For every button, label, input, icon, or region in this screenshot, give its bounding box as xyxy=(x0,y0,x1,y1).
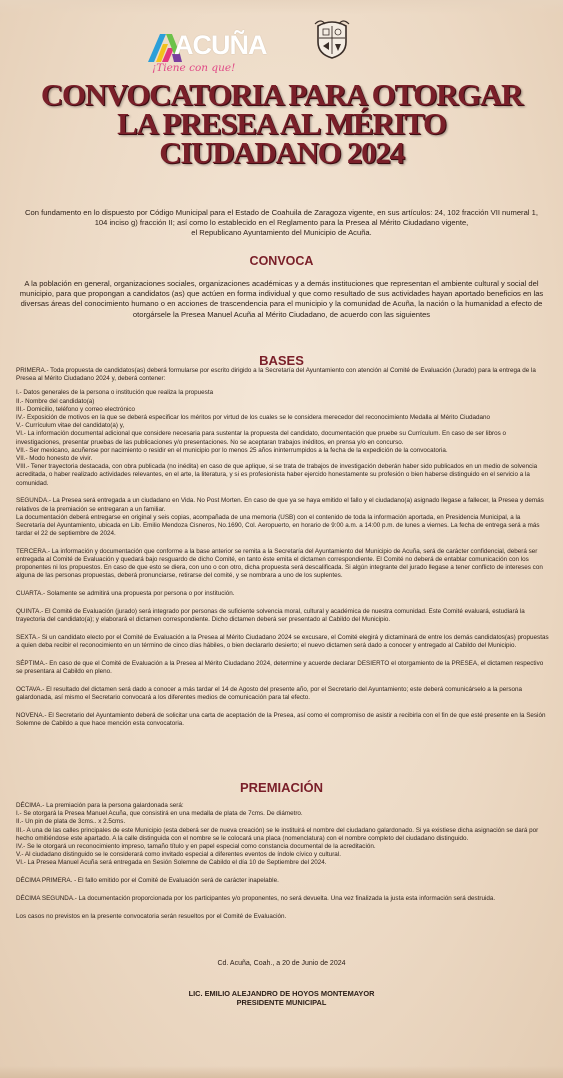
logo-wordmark: ACUÑA xyxy=(174,30,267,60)
base-segunda: SEGUNDA.- La Presea será entregada a un ciudadano en Vida. No Post Morten. En caso de que ya se haya emitido el fallo y el ciudadano(a) asignado llegase a fallecer, la Presea y demás relativos de la premiación se entregaran a un familiar. xyxy=(16,497,544,513)
base-novena: NOVENA.- El Secretario del Ayuntamiento deberá de solicitar una carta de aceptación de la Presea, así como el compromiso de asistir a recibirla con el fin de que esté presente en la Sesión Solemne de Cabildo a que hace mención esta convocatoria. xyxy=(16,711,546,727)
base-segunda-documentacion: La documentación deberá entregarse en original y seis copias, acompañada de una memoria (USB) con el contenido de toda la información aportada, en Presidencia Municipal, a la Secretaría del Ayuntamiento, ubicada en Lib. Emilio Mendoza Cisneros, No.1690, Col. Aeropuerto, en horario de 9:00 a.m. a 14:00 p.m. de lunes a viernes. La fecha de entrega será a más tardar el 22 de septiembre de 2024. xyxy=(16,513,540,538)
header xyxy=(0,16,563,76)
base-decima-primera: DÉCIMA PRIMERA. - El fallo emitido por el Comité de Evaluación será de carácter inapelable. xyxy=(16,877,279,885)
signature-block xyxy=(0,989,563,1007)
premiacion-section xyxy=(16,802,550,921)
list-item: VI.- La información documental adicional que considere necesaria para sustentar la propuesta del candidato, documentación que pruebe su Currículum. En caso de ser libros o investigaciones, presentar pruebas de las publicaciones y/o presentaciones. No se aceptaran trabajos inéditos, en prensa y/o en concurso. xyxy=(16,430,507,446)
bases-section xyxy=(16,367,550,728)
municipal-seal-icon xyxy=(313,16,351,60)
base-quinta: QUINTA.- El Comité de Evaluación (jurado) será integrado por personas de suficiente solvencia moral, cultural y académica de nuestra comunidad. Este Comité evaluará, estudiará la trayectoria del candidato(a); y elaborará el dictamen correspondiente. Dicho dictamen deberá ser presentado al Cabildo del Municipio. xyxy=(16,607,525,624)
base-decima: DÉCIMA.- La premiación para la persona galardonada será: xyxy=(16,802,184,809)
title-line-3: CIUDADANO 2024 xyxy=(159,135,404,170)
list-item: VII.- Ser mexicano, acuñense por nacimiento o residir en el municipio por lo menos 25 años ininterrumpidos a la fecha de la expedición de la convocatoria. xyxy=(16,446,448,454)
list-item: III.- Domicilio, teléfono y correo electrónico xyxy=(16,405,135,413)
intro-line-1: Con fundamento en lo dispuesto por Código Municipal para el Estado de Coahuila de Zaragoza vigente, en sus artículos: 24, 102 fracción VII numeral 1, xyxy=(25,208,538,217)
list-item: V.- Currículum vitae del candidato(a) y, xyxy=(16,422,125,430)
bottom-border xyxy=(0,1066,563,1078)
signer-name: LIC. EMILIO ALEJANDRO DE HOYOS MONTEMAYOR xyxy=(188,989,375,998)
list-item: VI.- La Presea Manuel Acuña será entregada en Sesión Solemne de Cabildo el día 10 de Septiembre del 2024. xyxy=(16,859,327,867)
signer-position: PRESIDENTE MUNICIPAL xyxy=(236,998,327,1007)
acuna-logo xyxy=(148,26,267,76)
page-title xyxy=(0,77,563,170)
casos-no-previstos: Los casos no previstos en la presente convocatoria serán resueltos por el Comité de Evaluación. xyxy=(16,912,287,920)
base-sexta: SEXTA.- Si un candidato electo por el Comité de Evaluación a la Presea al Mérito Ciudadano 2024 se excusare, el Comité elegirá y dictaminará de entre los demás candidatos(as) propuestas a quien deba recibir el reconocimiento en un término de cinco días hábiles, o bien declararlo desierto; el nuevo dictamen será dado a conocer y entregado al Cabildo del Municipio. xyxy=(16,633,549,649)
base-cuarta: CUARTA.- Solamente se admitirá una propuesta por persona o por institución. xyxy=(16,590,235,598)
intro-paragraph xyxy=(16,208,547,239)
base-decima-segunda: DÉCIMA SEGUNDA.- La documentación proporcionada por los participantes y/o proponentes, no será devuelta. Una vez finalizada la justa esta información será destruida. xyxy=(16,894,496,902)
list-item: II.- Nombre del candidato(a) xyxy=(16,397,95,405)
logo-slogan: ¡Tiene con que! xyxy=(152,62,236,74)
top-border xyxy=(0,0,563,14)
list-item: IV.- Se le otorgará un reconocimiento impreso, tamaño título y en papel especial como constancia documental de la acreditación. xyxy=(16,843,376,851)
list-item: V.- Al ciudadano distinguido se le considerará como invitado especial a diferentes eventos de índole cívico y cultural. xyxy=(16,851,341,859)
list-item: III.- A una de las calles principales de este Municipio (esta deberá ser de nueva creación) se le instituirá el nombre del ciudadano galardonado. Si ya existiese dicha asignación se dará por hecho omitiéndose este apartado. A la calle distinguida con el nombre se le colocará una placa (nomenclatura) con el nombre completo del ciudadano distinguido. xyxy=(16,826,539,842)
base-primera: PRIMERA.- Toda propuesta de candidatos(as) deberá formularse por escrito dirigido a la Secretaría del Ayuntamiento con atención al Comité de Evaluación (Jurado) para la entrega de la Presea al Mérito Ciudadano 2024 y, deberá contener: xyxy=(16,367,536,383)
list-item: I.- Se otorgará la Presea Manuel Acuña, que consistirá en una medalla de plata de 7cms. De diámetro. xyxy=(16,810,303,818)
title-line-1: CONVOCATORIA PARA OTORGAR xyxy=(40,77,523,112)
list-item: VIII.- Tener trayectoria destacada, con obra publicada (no inédita) en caso de que aplique, si se trata de trabajos de investigación deberán haber sido publicados en un medio de solvencia acreditada, o haber realizado actividades relevantes, en el arte, la literatura, y si es profesionista haber ejercido honestamente su profesión o bien haberse distinguido en el servicio a la comunidad. xyxy=(16,463,538,487)
intro-line-3: el Republicano Ayuntamiento del Municipio de Acuña. xyxy=(191,228,372,238)
list-item: I.- Datos generales de la persona o institución que realiza la propuesta xyxy=(16,389,214,397)
issue-date: Cd. Acuña, Coah., a 20 de Junio de 2024 xyxy=(217,960,346,967)
base-septima: SÉPTIMA.- En caso de que el Comité de Evaluación a la Presea al Mérito Ciudadano 2024, determine y acuerde declarar DESIERTO el otorgamiento de la PRESEA, el dictamen respectivo se presentara al Cabildo en pleno. xyxy=(16,659,544,675)
title-line-2: LA PRESEA AL MÉRITO xyxy=(117,106,446,141)
list-item: VII.- Modo honesto de vivir. xyxy=(16,455,93,463)
bases-heading: BASES xyxy=(259,353,304,368)
base-octava: OCTAVA.- El resultado del dictamen será dado a conocer a más tardar el 14 de Agosto del presente año, por el Secretario del Ayuntamiento; este deberá comunicárselo a la persona galardonada, así mismo el Secretario convocará a los diferentes medios de comunicación para tal efecto. xyxy=(16,685,523,701)
premiacion-heading: PREMIACIÓN xyxy=(239,780,324,795)
convoca-paragraph: A la población en general, organizaciones sociales, organizaciones académicas y a demás instituciones que representan el ambiente cultural y social del municipio, para que propongan a candidatos (as) que actúen en forma individual y que como resultado de sus actividades hayan aportado beneficios en las diversas áreas del conocimiento humano o en acciones de trascendencia para el municipio y la comunidad de Acuña, la nación o la humanidad a efecto de otorgársele la Presea Manuel Acuña al Mérito Ciudadano, de acuerdo con las siguientes xyxy=(19,279,544,319)
list-item: IV.- Exposición de motivos en la que se deberá especificar los méritos por virtud de los cuales se le considera merecedor del reconocimiento Medalla al Mérito Ciudadano xyxy=(16,414,491,422)
intro-line-2: 104 inciso g) fracción II; así como lo establecido en el Reglamento para la Presea al Mérito Ciudadano vigente, xyxy=(94,218,469,228)
list-item: II.- Un pin de plata de 3cms.. x 2.5cms. xyxy=(16,818,126,826)
base-tercera: TERCERA.- La información y documentación que conforme a la base anterior se remita a la Secretaría del Ayuntamiento del Municipio de Acuña, será de carácter confidencial, deberá ser entregada al Comité de Evaluación y quedará bajo resguardo de dicho Comité, en tanto éste emita el dictamen correspondiente. El Comité no deberá de entablar comunicación con los proponentes ni los propuestos. En caso de que esto se diera, con uno o con otro, dicha propuesta será descalificada. Si algún integrante del jurado llegase a tener conflicto de intereses con alguna de las personas propuestas, deberá pronunciarse, retirarse del comité, y se nombrara a uno de los suplentes. xyxy=(16,547,543,580)
convoca-heading: CONVOCA xyxy=(249,254,314,268)
